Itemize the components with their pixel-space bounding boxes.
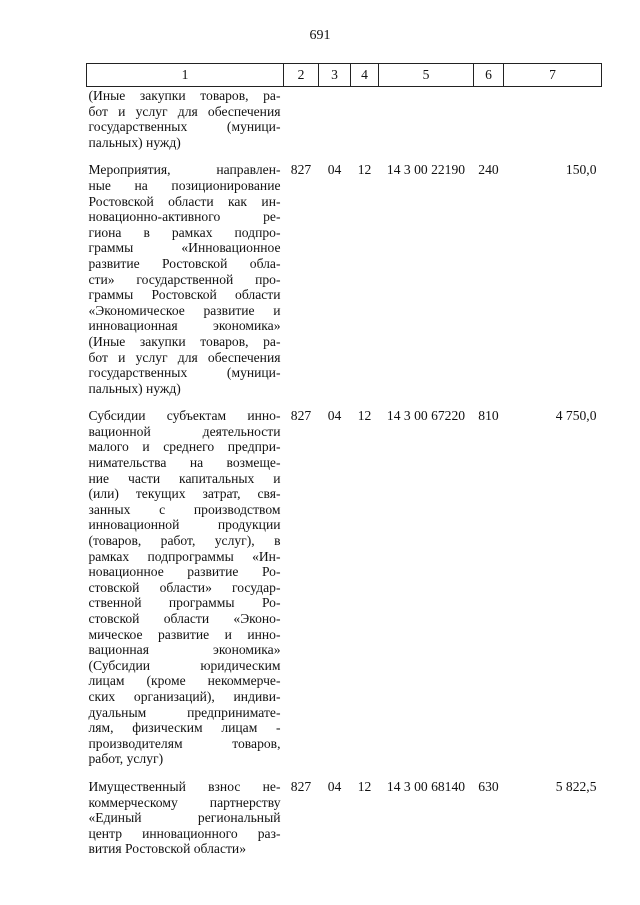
header-row (87, 64, 602, 87)
description-line: (Субсидии юридическим (88, 657, 281, 673)
description-line: сти» государственной про- (88, 271, 281, 287)
header-cell-6: 6 (474, 64, 504, 87)
description-line: Мероприятия, направлен- (88, 162, 281, 178)
description-line: стовской области «Эконо- (88, 611, 281, 626)
description-line: лям, физическим лицам - (88, 720, 281, 736)
table-row (87, 87, 602, 151)
section-code (319, 87, 351, 151)
description-line: инновационная экономика» (88, 318, 281, 334)
description-line: новационно-активного ре- (88, 209, 281, 225)
description-line: ских организаций), индиви- (88, 688, 281, 704)
description-line: бот и услуг для обеспечения (88, 349, 281, 365)
expense-type-code: 810 (478, 408, 499, 424)
description-line: новационное развитие Ро- (88, 564, 281, 580)
description-line: пальных) нужд) (88, 134, 181, 150)
description-line: стовской области» государ- (88, 579, 281, 595)
amount: 5 822,5 (555, 778, 597, 794)
description-line: производителям товаров, (88, 735, 281, 751)
ministry-code (284, 87, 319, 151)
table-row (87, 150, 602, 396)
description-line: «Экономическое развитие и (88, 302, 281, 318)
row-description (87, 396, 284, 767)
expense-type-code: 240 (478, 162, 499, 178)
description-line: ственной программы Ро- (88, 595, 281, 611)
description-line: развитие Ростовской обла- (88, 255, 281, 271)
description-line: инновационной продукции (88, 517, 281, 533)
description-line: вития Ростовской области» (88, 841, 247, 857)
description-line: (Иные закупки товаров, ра- (88, 88, 281, 103)
description-line: ние части капитальных и (88, 470, 281, 486)
description-line: дуальным предпринимате- (88, 704, 281, 720)
table-row (87, 767, 602, 857)
description-line: бот и услуг для обеспечения (88, 103, 281, 119)
target-article-code (379, 87, 474, 151)
amount: 150,0 (565, 162, 597, 178)
description-line: Субсидии субъектам инно- (88, 408, 281, 424)
description-line: нимательства на возмеще- (88, 455, 281, 471)
description-line: коммерческому партнерству (88, 794, 281, 810)
description-line: Ростовской области как ин- (88, 193, 281, 209)
header-cell-1: 1 (87, 64, 284, 87)
description-line: «Единый региональный (88, 810, 281, 826)
description-line: государственных (муници- (88, 119, 281, 135)
table-row (87, 396, 602, 767)
target-article-code: 14 3 00 22190 (386, 162, 466, 178)
description-line: государственных (муници- (88, 365, 281, 381)
row-description (87, 767, 284, 857)
description-line: малого и среднего предпри- (88, 439, 281, 455)
target-article-code: 14 3 00 67220 (386, 408, 466, 424)
subsection-code (351, 87, 379, 151)
section-code: 04 (327, 778, 342, 794)
header-cell-2: 2 (284, 64, 319, 87)
description-line: (или) текущих затрат, свя- (88, 486, 281, 502)
description-line: лицам (кроме некоммерче- (88, 673, 281, 689)
target-article-code: 14 3 00 68140 (386, 778, 466, 794)
page-number: 691 (309, 28, 331, 43)
header-cell-5: 5 (379, 64, 474, 87)
header-cell-3: 3 (319, 64, 351, 87)
header-cell-4: 4 (351, 64, 379, 87)
description-line: мическое развитие и инно- (88, 626, 281, 642)
description-line: (Иные закупки товаров, ра- (88, 333, 281, 349)
expense-type-code (474, 87, 504, 151)
subsection-code: 12 (357, 408, 372, 424)
row-description (87, 87, 284, 151)
amount: 4 750,0 (555, 408, 597, 424)
subsection-code: 12 (357, 778, 372, 794)
ministry-code: 827 (290, 162, 312, 178)
description-line: вационной деятельности (88, 423, 281, 439)
description-line: вационная экономика» (88, 642, 281, 658)
description-line: (товаров, работ, услуг), в (88, 533, 281, 549)
description-line: граммы «Инновационное (88, 240, 281, 256)
amount (504, 87, 602, 151)
description-line: пальных) нужд) (88, 380, 181, 396)
header-cell-7: 7 (504, 64, 602, 87)
description-line: ные на позиционирование (88, 177, 281, 193)
ministry-code: 827 (290, 408, 312, 424)
description-line: Имущественный взнос не- (88, 778, 281, 794)
description-line: занных с производством (88, 501, 281, 517)
row-description (87, 150, 284, 396)
description-line: работ, услуг) (88, 751, 164, 767)
budget-table (86, 63, 602, 857)
section-code: 04 (327, 408, 342, 424)
subsection-code: 12 (357, 162, 372, 178)
description-line: гиона в рамках подпро- (88, 224, 281, 240)
ministry-code: 827 (290, 778, 312, 794)
description-line: граммы Ростовской области (88, 287, 281, 303)
description-line: центр инновационного раз- (88, 825, 281, 841)
description-line: рамках подпрограммы «Ин- (88, 548, 281, 564)
expense-type-code: 630 (478, 778, 499, 794)
section-code: 04 (327, 162, 342, 178)
